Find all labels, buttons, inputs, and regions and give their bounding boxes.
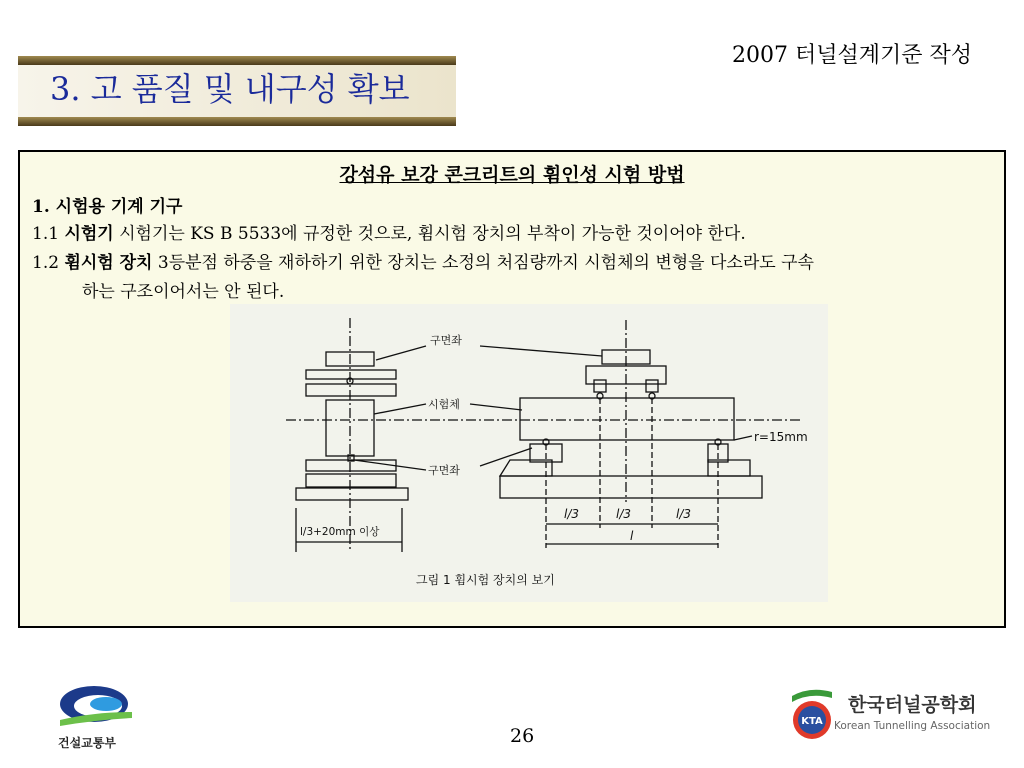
label-top-spherical-seat: 구면좌 [430, 334, 462, 347]
page-number: 26 [510, 725, 535, 747]
label-third-1: l/3 [564, 507, 580, 521]
test-apparatus-figure [230, 304, 828, 602]
kta-korean-name: 한국터널공학회 [848, 694, 977, 716]
label-radius: r=15mm [754, 430, 808, 444]
label-third-2: l/3 [616, 507, 632, 521]
document-subtitle: 2007 터널설계기준 작성 [732, 43, 972, 68]
kta-logo [788, 686, 1018, 742]
item-1-2-number: 1.2 [32, 253, 65, 273]
leader-specimen [374, 404, 426, 414]
leader-specimen-right [470, 404, 522, 410]
content-box [18, 150, 1006, 628]
leader-radius [734, 436, 752, 440]
item-1-2-heading: 휨시험 장치 [64, 253, 153, 273]
left-base [296, 488, 408, 500]
label-specimen-width: l/3+20mm 이상 [300, 526, 380, 538]
left-top-plate-2 [306, 384, 396, 396]
label-specimen: 시험체 [428, 398, 460, 411]
item-1-1-heading: 시험기 [64, 224, 114, 244]
left-bottom-plate-2 [306, 474, 396, 487]
moct-emblem-icon [54, 682, 140, 732]
right-base [500, 476, 762, 498]
label-third-3: l/3 [676, 507, 692, 521]
leader-bottom-seat-right [480, 448, 532, 466]
leader-top-seat [376, 346, 426, 360]
leader-bottom-seat [354, 460, 426, 470]
kta-emblem-icon [788, 686, 838, 742]
label-span: l [630, 529, 634, 543]
item-1-2-continuation: 하는 구조이어서는 안 된다. [82, 282, 285, 302]
kta-badge-text: KTA [801, 716, 823, 727]
moct-logo [54, 682, 140, 754]
title-bar-bottom-stripe [18, 117, 456, 126]
item-1-2 [32, 248, 814, 273]
slide-title-bar [18, 56, 456, 126]
slide-title: 3. 고 품질 및 내구성 확보 [50, 70, 410, 108]
item-1-1-number: 1.1 [32, 224, 65, 244]
item-1-1 [32, 219, 746, 244]
section-heading-text: 1. 시험용 기계 기구 [32, 197, 183, 217]
item-1-1-text: 시험기는 KS B 5533에 규정한 것으로, 휨시험 장치의 부착이 가능한 것이어야 한다. [113, 224, 746, 244]
box-title: 강섬유 보강 콘크리트의 휨인성 시험 방법 [339, 164, 685, 186]
figure-caption: 그림 1 휨시험 장치의 보기 [416, 573, 555, 587]
leader-top-seat-right [480, 346, 602, 356]
right-specimen [520, 398, 734, 440]
kta-english-name: Korean Tunnelling Association [834, 720, 991, 732]
item-1-2-text: 3등분점 하중을 재하하기 위한 장치는 소정의 처짐량까지 시험체의 변형을 다소라도 구속 [152, 253, 814, 273]
moct-logo-text: 건설교통부 [58, 736, 116, 750]
section-heading [32, 192, 182, 217]
apparatus-diagram [230, 304, 828, 602]
label-bottom-spherical-seat: 구면좌 [428, 464, 460, 477]
right-load-arm-right [646, 380, 658, 392]
right-load-arm-left [594, 380, 606, 392]
